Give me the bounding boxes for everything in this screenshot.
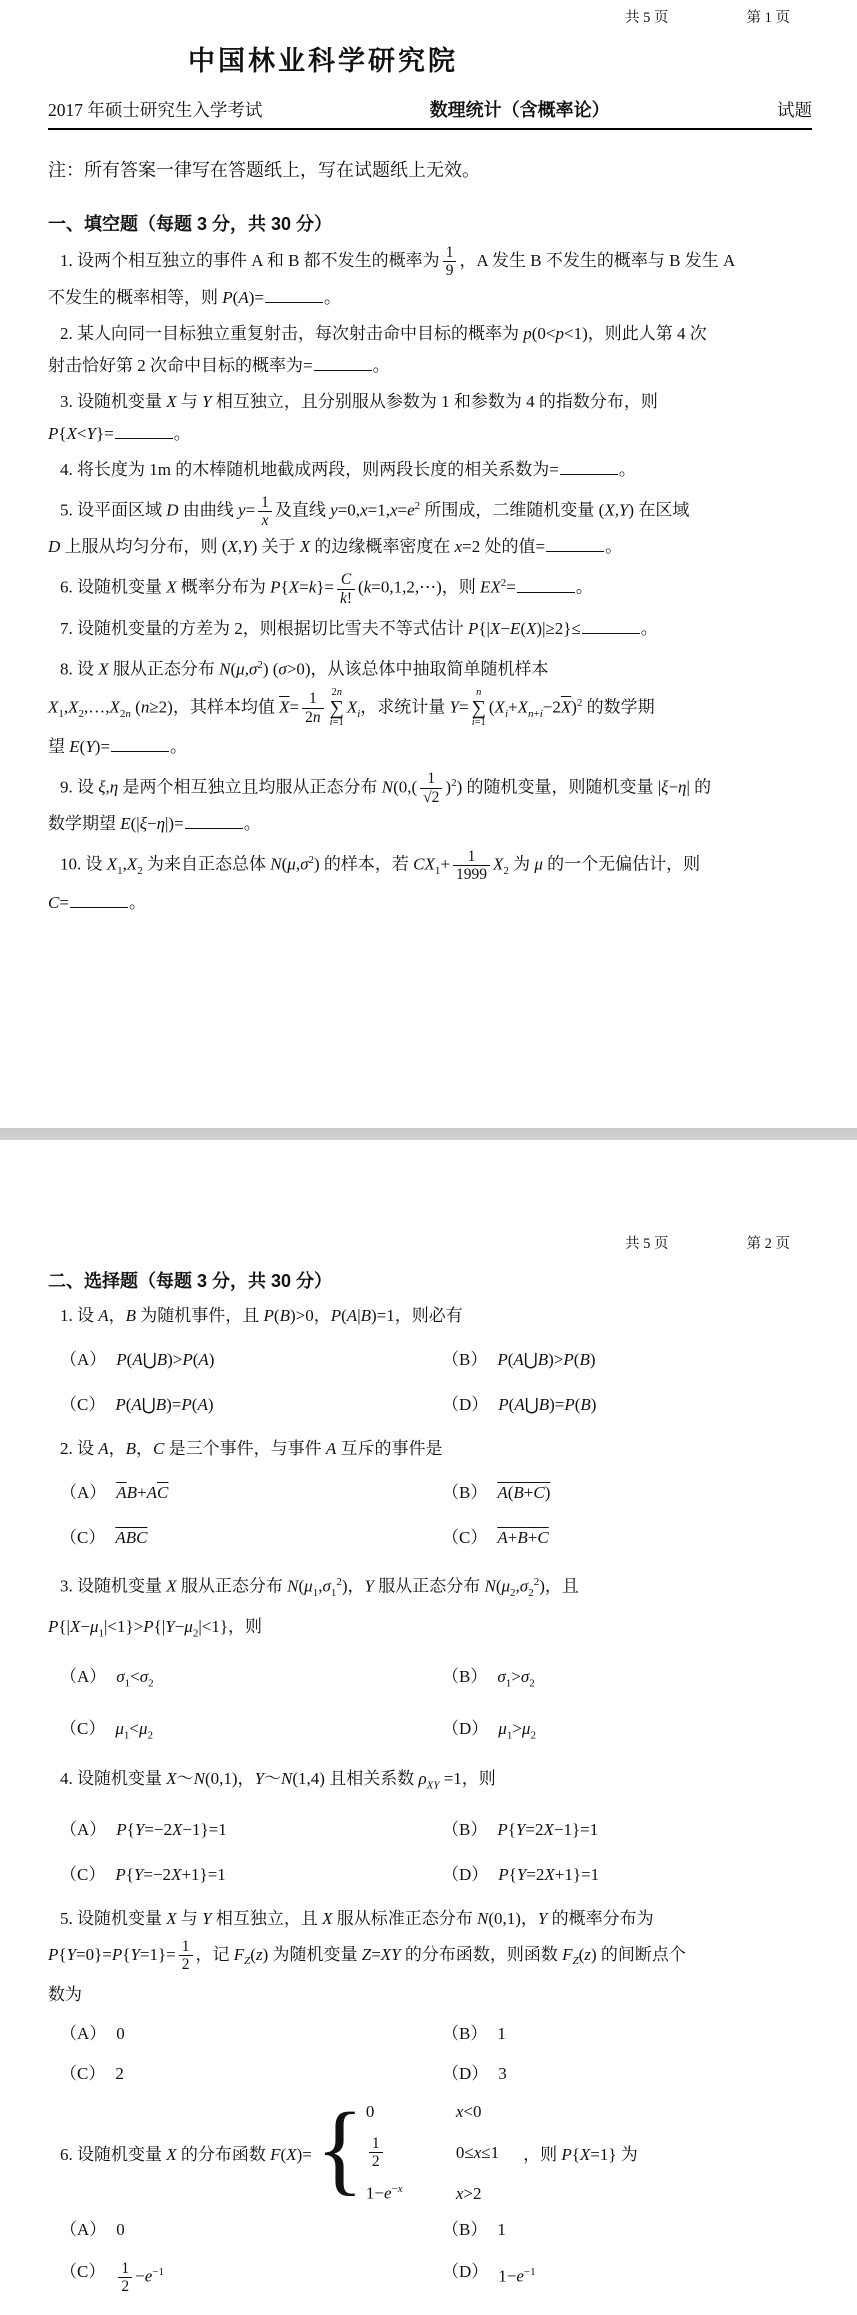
option-label: （A） (60, 1483, 107, 1502)
option-label: （B） (442, 2023, 488, 2043)
option-d (442, 2256, 812, 2296)
question-text: 数为 (48, 1984, 82, 2004)
answer-blank (314, 352, 372, 370)
fill-question-6 (48, 569, 812, 607)
question-text: 3. 设随机变量 X 服从正态分布 $N(\mu_1,\sigma_1^2)$，Y 服从正态分布 $N(\mu_2,\sigma_2^2)$，且 (60, 1576, 579, 1600)
question-text: 9. 设 ξ,η 是两个相互独立且均服从正态分布 N(0,( $\frac{1}{√2}$ )$^2$) 的随机变量，则随机变量 |ξ−η| 的 (60, 770, 712, 806)
option-content: P{Y=−2X+1}=1 (115, 1864, 226, 1884)
question-text: 4. 将长度为 1m 的木棒随机地截成两段，则两段长度的相关系数为= 。 (48, 456, 812, 484)
question-text: D 上服从均匀分布，则 (X,Y) 关于 X 的边缘概率密度在 x=2 处的值= 。 (48, 533, 812, 561)
answer-blank (265, 284, 323, 302)
question-text: P{Y=0}=P{Y=1}= $\frac{1}{2}$ ，记 $F_Z(z)$ 为随机变量 Z=XY 的分布函数，则函数 $F_Z(z)$ 的间断点个 (48, 1937, 686, 1973)
case-row (366, 2183, 499, 2204)
option-label: （A） (60, 2220, 107, 2240)
page-header (48, 6, 812, 27)
fill-question-10 (48, 846, 812, 917)
case-row (366, 2135, 499, 2171)
section-1-heading: 一、填空题（每题 3 分，共 30 分） (48, 214, 333, 234)
question-text: 8. 设 X 服从正态分布 $N(\mu,\sigma^2)$ (σ>0)，从该总体中抽取简单随机样本 (60, 658, 549, 679)
option-label: （A） (60, 1350, 107, 1369)
options-row (48, 1344, 812, 1376)
options-row (48, 1814, 812, 1846)
case-value: 0 (365, 2101, 375, 2121)
question-text: 6. 设随机变量 X 的分布函数 F(X)= (60, 2145, 312, 2165)
fill-question-8 (48, 651, 812, 761)
option-c (60, 1713, 442, 1751)
choice-question-1 (48, 1301, 812, 1421)
option-content: $\overline{ABC}$ (115, 1528, 148, 1547)
options-row (48, 1713, 812, 1751)
option-a (60, 2018, 442, 2050)
case-condition: x<0 (455, 2101, 482, 2121)
case-condition: x>2 (455, 2183, 482, 2203)
options-row (48, 1522, 812, 1554)
piecewise-function (48, 2091, 812, 2206)
option-content: P{Y=−2X−1}=1 (116, 1819, 227, 1839)
option-label: （A） (60, 1819, 107, 1839)
option-a (60, 1477, 442, 1509)
exam-subtitle-row (48, 96, 812, 130)
choice-question-3 (48, 1567, 812, 1751)
option-d (442, 2058, 812, 2090)
option-label: （B） (442, 1350, 488, 1369)
option-label: （C） (60, 1395, 106, 1414)
fill-question-2 (48, 320, 812, 380)
answer-sheet-note: 注：所有答案一律写在答题纸上，写在试题纸上无效。 (48, 160, 480, 180)
choice-question-2 (48, 1434, 812, 1554)
options-row (48, 2058, 812, 2090)
fill-question-4 (48, 456, 812, 484)
question-text: 数学期望 E(|ξ−η|)= 。 (48, 810, 812, 838)
question-text: 3. 设随机变量 X 与 Y 相互独立，且分别服从参数为 1 和参数为 4 的指数分布，则 (60, 391, 658, 411)
option-content: 0 (116, 2023, 125, 2043)
option-content: P(A⋃B)=P(B) (498, 1395, 597, 1414)
option-label: （B） (442, 1667, 488, 1687)
option-content: $\overline{A}B+A\overline{C}$ (116, 1483, 169, 1502)
option-content: P{Y=2X−1}=1 (497, 1819, 599, 1839)
option-content: A(B+C) (497, 1483, 551, 1502)
option-label: （A） (60, 2023, 107, 2043)
option-content: 0 (116, 2220, 125, 2240)
option-c (60, 1389, 442, 1421)
option-b (442, 1477, 812, 1509)
fill-question-3 (48, 388, 812, 448)
option-content: $\mu_1<\mu_2$ (115, 1718, 154, 1742)
exam-session-label: 2017 年硕士研究生入学考试 (48, 100, 263, 120)
option-label: （D） (442, 1395, 489, 1414)
fill-question-1 (48, 244, 812, 312)
option-d (442, 1713, 812, 1751)
option-content: $\mu_1>\mu_2$ (498, 1718, 536, 1742)
options-row (48, 2214, 812, 2246)
option-label: （A） (60, 1667, 107, 1687)
option-a (60, 2214, 442, 2246)
option-label: （C） (442, 1528, 488, 1547)
question-text: 5. 设平面区域 D 由曲线 y= $\frac{1}{x}$ 及直线 $y=0,x=1,x=e^2$ 所围成，二维随机变量 (X,Y) 在区域 (60, 493, 690, 529)
paper-type-label: 试题 (777, 100, 812, 120)
page-number-label: 第 2 页 (746, 1236, 790, 1252)
question-text: 2. 设 A，B，C 是三个事件，与事件 A 互斥的事件是 (60, 1439, 443, 1458)
option-content: $\sigma_1>\sigma_2$ (497, 1667, 535, 1690)
option-content: P(A⋃B)=P(A) (115, 1395, 214, 1414)
question-text: 7. 设随机变量的方差为 2，则根据切比雪夫不等式估计 P{|X−E(X)|≥2}≤ 。 (48, 615, 812, 643)
answer-blank (546, 534, 604, 552)
option-label: （D） (442, 2063, 489, 2083)
options-row (48, 1661, 812, 1699)
question-text: 望 E(Y)= 。 (48, 733, 812, 761)
case-value: $1-e^{-x}$ (365, 2183, 403, 2204)
answer-blank (582, 616, 640, 634)
option-content: A+B+C (497, 1528, 549, 1547)
question-text: 2. 某人向同一目标独立重复射击，每次射击命中目标的概率为 p(0<p<1)，则此人第 4 次 (60, 323, 707, 343)
option-label: （B） (442, 1819, 488, 1839)
option-content: P(A⋃B)>P(A) (116, 1350, 215, 1369)
option-a (60, 1661, 442, 1699)
option-content: 1 (497, 2023, 506, 2043)
fill-question-9 (48, 769, 812, 839)
option-b (442, 2018, 812, 2050)
question-text: 射击恰好第 2 次命中目标的概率为= 。 (48, 352, 812, 380)
options-row (48, 2256, 812, 2296)
option-content: P{Y=2X+1}=1 (498, 1864, 600, 1884)
question-text: 不发生的概率相等，则 P(A)= 。 (48, 284, 812, 312)
option-content: 2 (115, 2063, 124, 2083)
left-brace: { (315, 2091, 364, 2206)
page-number-label: 第 1 页 (746, 10, 790, 26)
option-a (60, 1344, 442, 1376)
question-text: 10. 设 $X_1,X_2$ 为来自正态总体 $N(\mu,\sigma^2)$ 的样本，若 $CX_1+$ $\frac{1}{1999}$ $X_2$ 为 μ 的一个无偏估计，则 (60, 848, 701, 884)
option-d (442, 1389, 812, 1421)
subject-label: 数理统计（含概率论） (429, 100, 610, 120)
option-content: $1-e^{-1}$ (498, 2266, 536, 2286)
option-a (60, 1814, 442, 1846)
fill-question-5 (48, 492, 812, 562)
exam-page-2 (0, 1140, 857, 2315)
option-content: $\frac{1}{2}$ $-e^{-1}$ (115, 2256, 164, 2296)
option-label: （C） (60, 1718, 106, 1738)
answer-blank (111, 733, 169, 751)
option-c (60, 2256, 442, 2296)
option-label: （B） (442, 1483, 488, 1502)
section-2-heading: 二、选择题（每题 3 分，共 30 分） (48, 1271, 333, 1291)
option-c (60, 2058, 442, 2090)
option-d (442, 1859, 812, 1891)
answer-blank (185, 811, 243, 829)
choice-question-4 (48, 1764, 812, 1890)
option-label: （C） (60, 1528, 106, 1547)
option-label: （D） (442, 2262, 489, 2282)
option-b (442, 2214, 812, 2246)
page-divider (0, 1128, 857, 1140)
option-content: 3 (498, 2063, 507, 2083)
question-text: 5. 设随机变量 X 与 Y 相互独立，且 X 服从标准正态分布 N(0,1)，Y 的概率分布为 (60, 1908, 654, 1928)
option-label: （C） (60, 1864, 106, 1884)
choice-question-5 (48, 1904, 812, 2090)
case-value: $\frac{1}{2}$ (366, 2135, 456, 2171)
answer-blank (70, 890, 128, 908)
option-content: P(A⋃B)>P(B) (497, 1350, 596, 1369)
question-text: 1. 设 A，B 为随机事件，且 P(B)>0，P(A|B)=1，则必有 (60, 1306, 463, 1325)
question-text: 6. 设随机变量 X 概率分布为 P{X=k}= $\frac{C}{k!}$ (k=0,1,2,⋯)，则 $EX^2=$ 。 (60, 571, 593, 607)
option-b (442, 1814, 812, 1846)
question-text: C= 。 (48, 889, 812, 917)
question-text: $P\{|X-\mu_1|<1\}>P\{|Y-\mu_2|<1\}$，则 (48, 1617, 262, 1640)
question-text: 4. 设随机变量 X～N(0,1)，Y～N(1,4) 且相关系数 $\rho_{XY} =1$，则 (60, 1769, 496, 1792)
cases-block (366, 2102, 499, 2204)
case-row (366, 2102, 499, 2122)
options-row (48, 2018, 812, 2050)
answer-blank (560, 456, 618, 474)
case-condition: 0≤x≤1 (455, 2142, 500, 2162)
option-b (442, 1661, 812, 1699)
option-content: $\sigma_1<\sigma_2$ (116, 1667, 154, 1690)
option-label: （D） (442, 1718, 489, 1738)
options-row (48, 1477, 812, 1509)
exam-page-1 (0, 0, 857, 1128)
option-label: （B） (442, 2220, 488, 2240)
fill-question-7 (48, 615, 812, 643)
option-b (442, 1344, 812, 1376)
option-content: 1 (497, 2220, 506, 2240)
question-text: $X_1,X_2,\dots,X_{2n}$ (n≥2)，其样本均值 $\overline{X}=$ $\frac{1}{2n}$ 2n ∑ i=1 $X_i$，求统计量 Y= n ∑ i=1 $(X_i+X_{n+i}-2\overline{X})^2$ 的数学期 (48, 686, 655, 729)
option-label: （C） (60, 2262, 106, 2282)
option-label: （D） (442, 1864, 489, 1884)
answer-blank (115, 420, 173, 438)
question-text: P{X<Y}= 。 (48, 420, 812, 448)
option-c (60, 1859, 442, 1891)
options-row (48, 1859, 812, 1891)
question-text: ，则 P{X=1} 为 (523, 2145, 638, 2165)
page-header (48, 1232, 812, 1253)
total-pages-label: 共 5 页 (625, 10, 669, 26)
option-c (60, 1522, 442, 1554)
question-text: 1. 设两个相互独立的事件 A 和 B 都不发生的概率为 $\frac{1}{9}$ ，A 发生 B 不发生的概率与 B 发生 A (60, 244, 736, 280)
total-pages-label: 共 5 页 (625, 1236, 669, 1252)
answer-blank (517, 575, 575, 593)
choice-question-6 (48, 2091, 812, 2296)
option-label: （C） (60, 2063, 106, 2083)
institution-title: 中国林业科学研究院 (188, 46, 458, 76)
options-row (48, 1389, 812, 1421)
option-d (442, 1522, 812, 1554)
